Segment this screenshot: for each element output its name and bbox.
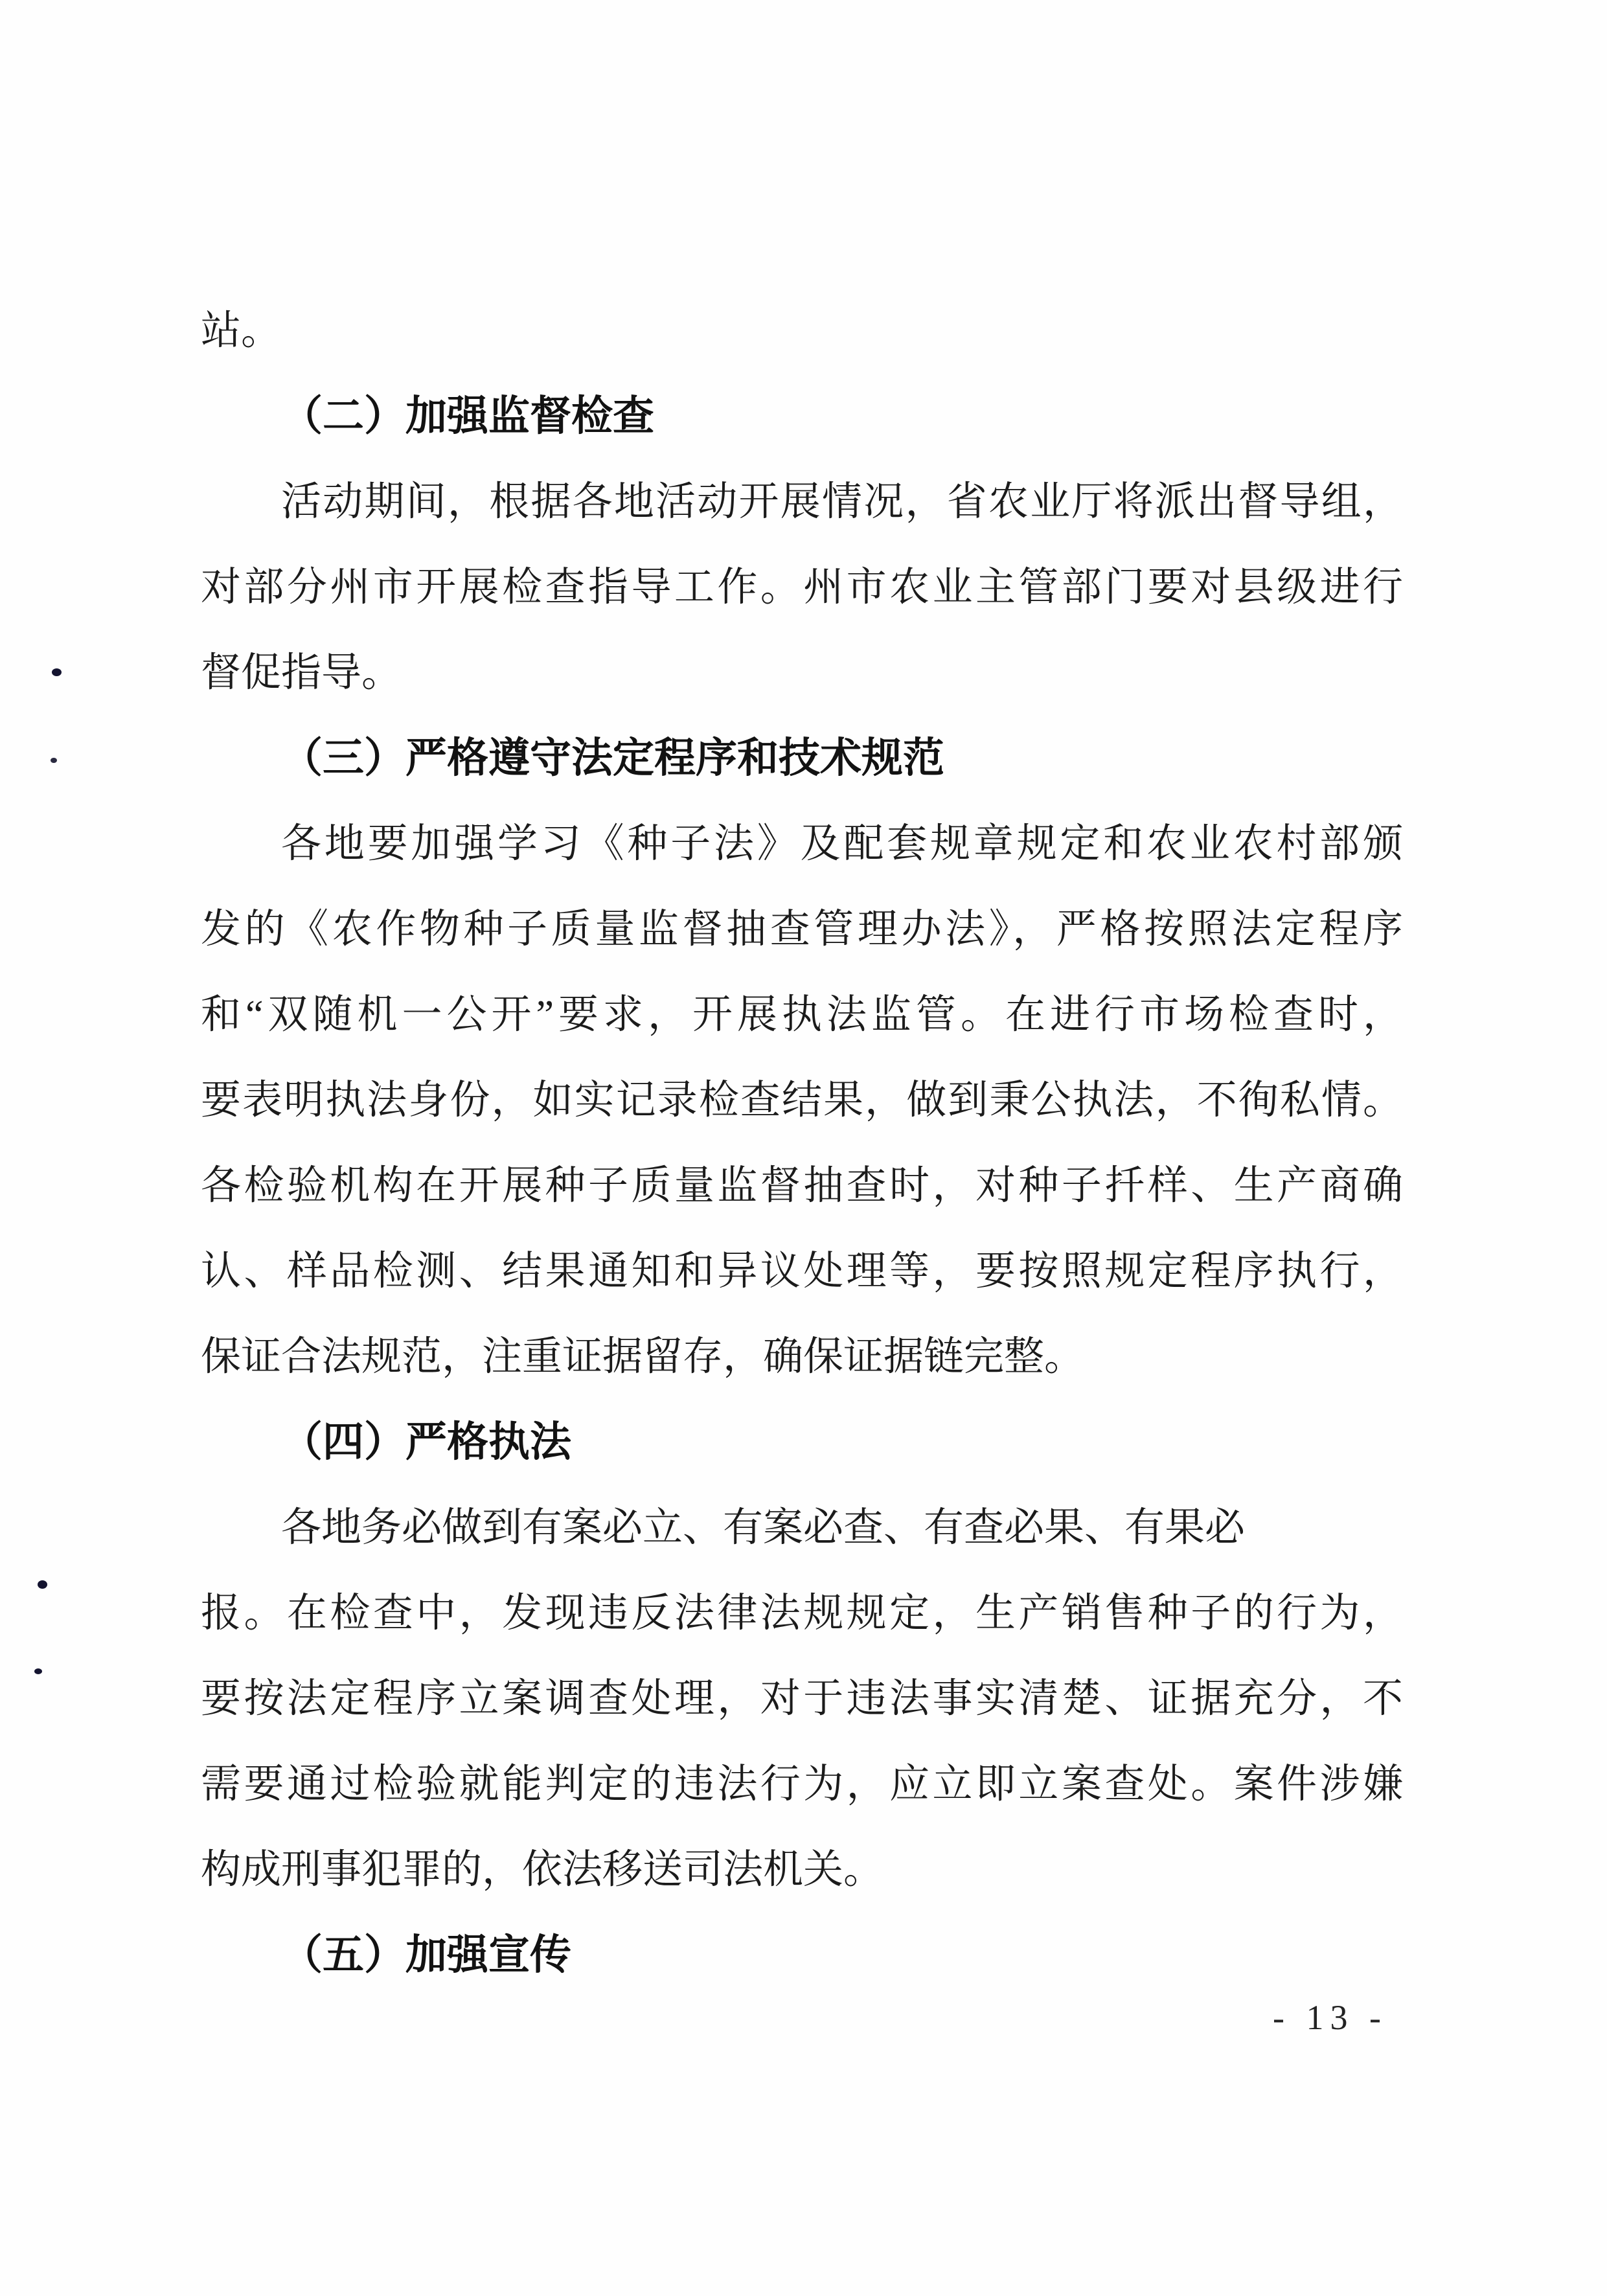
text-line: 构成刑事犯罪的，依法移送司法机关。	[201, 1848, 884, 1892]
text-line: 和“双随机一公开”要求，开展执法监管。在进行市场检查时，	[201, 993, 1403, 1037]
text-line: 认、样品检测、结果通知和异议处理等，要按照规定程序执行，	[201, 1249, 1403, 1293]
scan-artifact-dot	[34, 1668, 42, 1674]
text-line: 对部分州市开展检查指导工作。州市农业主管部门要对县级进行	[201, 565, 1403, 609]
section-heading: （二）加强监督检查	[281, 393, 654, 439]
text-line: 各地务必做到有案必立、有案必查、有查必果、有果必	[281, 1506, 1246, 1550]
text-line: 要按法定程序立案调查处理，对于违法事实清楚、证据充分，不	[201, 1677, 1403, 1721]
section-heading: （五）加强宣传	[281, 1932, 571, 1978]
text-line: 活动期间，根据各地活动开展情况，省农业厅将派出督导组，	[281, 480, 1403, 524]
text-line: 督促指导。	[201, 651, 402, 695]
scan-artifact-dot	[51, 758, 57, 763]
text-line: 保证合法规范，注重证据留存，确保证据链完整。	[201, 1335, 1085, 1379]
scan-artifact-dot	[52, 668, 62, 676]
text-line: 站。	[201, 309, 282, 353]
scan-artifact-dot	[38, 1580, 47, 1589]
text-line: 报。在检查中，发现违反法律法规规定，生产销售种子的行为，	[201, 1591, 1403, 1635]
section-heading: （三）严格遵守法定程序和技术规范	[281, 735, 944, 781]
text-line: 需要通过检验就能判定的违法行为，应立即立案查处。案件涉嫌	[201, 1762, 1403, 1806]
text-line: 各检验机构在开展种子质量监督抽查时，对种子扦样、生产商确	[201, 1164, 1403, 1208]
document-content	[201, 288, 1403, 1998]
text-line: 发的《农作物种子质量监督抽查管理办法》，严格按照法定程序	[201, 907, 1403, 951]
text-line: 要表明执法身份，如实记录检查结果，做到秉公执法，不徇私情。	[201, 1078, 1403, 1122]
page-number: - 13 -	[1273, 1998, 1387, 2037]
section-heading: （四）严格执法	[281, 1419, 571, 1465]
text-line: 各地要加强学习《种子法》及配套规章规定和农业农村部颁	[281, 822, 1403, 866]
